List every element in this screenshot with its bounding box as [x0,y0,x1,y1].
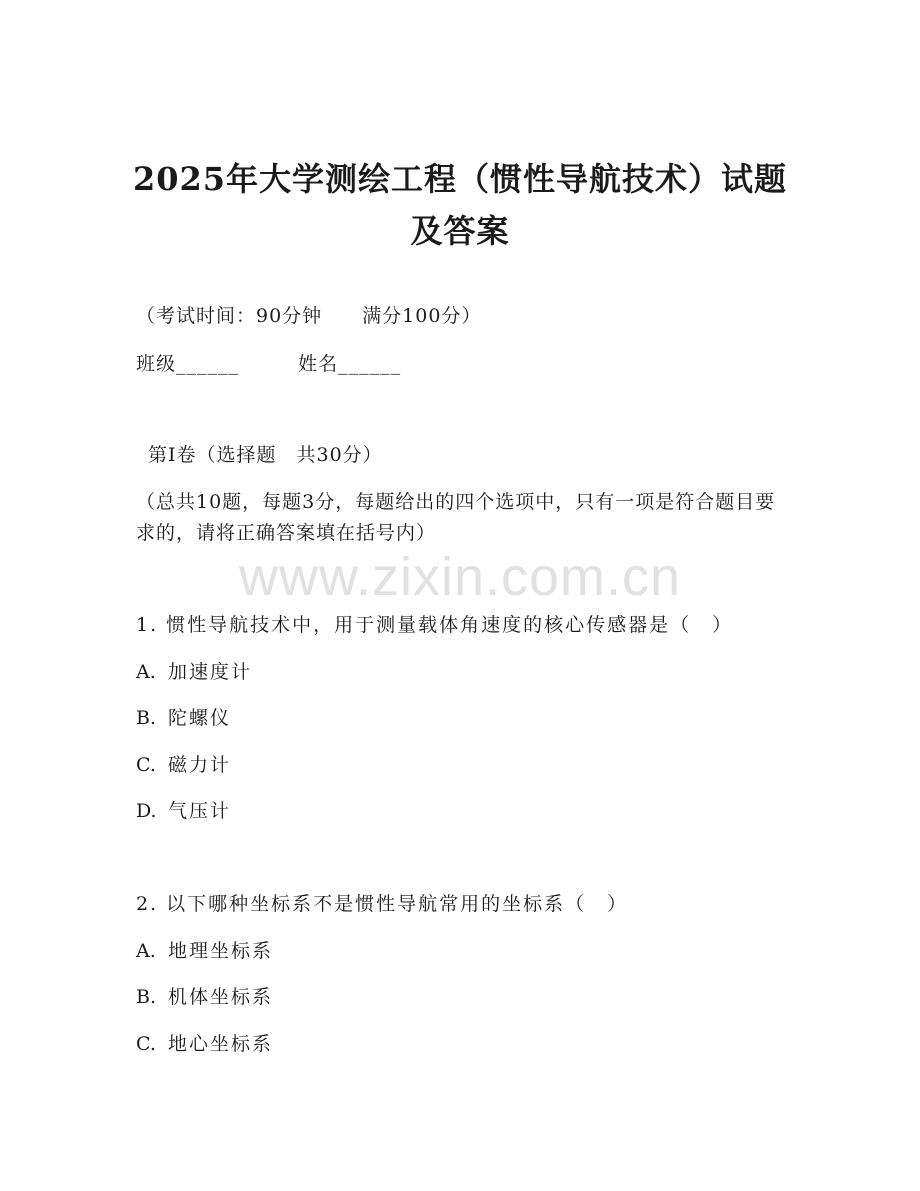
instructions: （总共10题，每题3分，每题给出的四个选项中，只有一项是符合题目要求的，请将正确答案填在括号内） [136,491,776,544]
watermark: www.zixin.com.cn [238,547,682,607]
option-letter: B. [136,707,157,729]
option-text: 加速度计 [168,661,253,683]
option-letter: A. [136,940,156,962]
section-title: 第Ⅰ卷（选择题 共30分） [148,444,383,466]
option-letter: C. [136,1033,156,1055]
question-2-option-b [136,982,273,1009]
question-1: 1. 惯性导航技术中，用于测量载体角速度的核心传感器是（ ） [136,614,734,636]
question-2-option-c [136,1029,273,1056]
option-letter: D. [136,800,157,822]
student-fields [136,349,401,376]
question-2-option-a [136,936,273,963]
option-text: 地心坐标系 [168,1033,274,1055]
option-text: 机体坐标系 [168,986,274,1008]
name-field: 姓名______ [298,353,402,375]
option-text: 地理坐标系 [168,940,274,962]
option-text: 气压计 [168,800,232,822]
question-2: 2. 以下哪种坐标系不是惯性导航常用的坐标系（ ） [136,893,629,915]
question-1-option-c [136,750,231,777]
document-title: 2025年大学测绘工程（惯性导航技术）试题 [132,160,788,198]
question-1-option-b [136,703,231,730]
option-letter: A. [136,661,156,683]
document-title-continued: 及答案 [410,212,510,250]
option-text: 磁力计 [168,754,232,776]
option-letter: C. [136,754,156,776]
question-1-option-a [136,657,252,684]
class-field: 班级______ [136,353,240,375]
option-text: 陀螺仪 [168,707,232,729]
exam-meta: （考试时间：90分钟 满分100分） [136,305,482,327]
question-1-option-d [136,796,231,823]
option-letter: B. [136,986,157,1008]
